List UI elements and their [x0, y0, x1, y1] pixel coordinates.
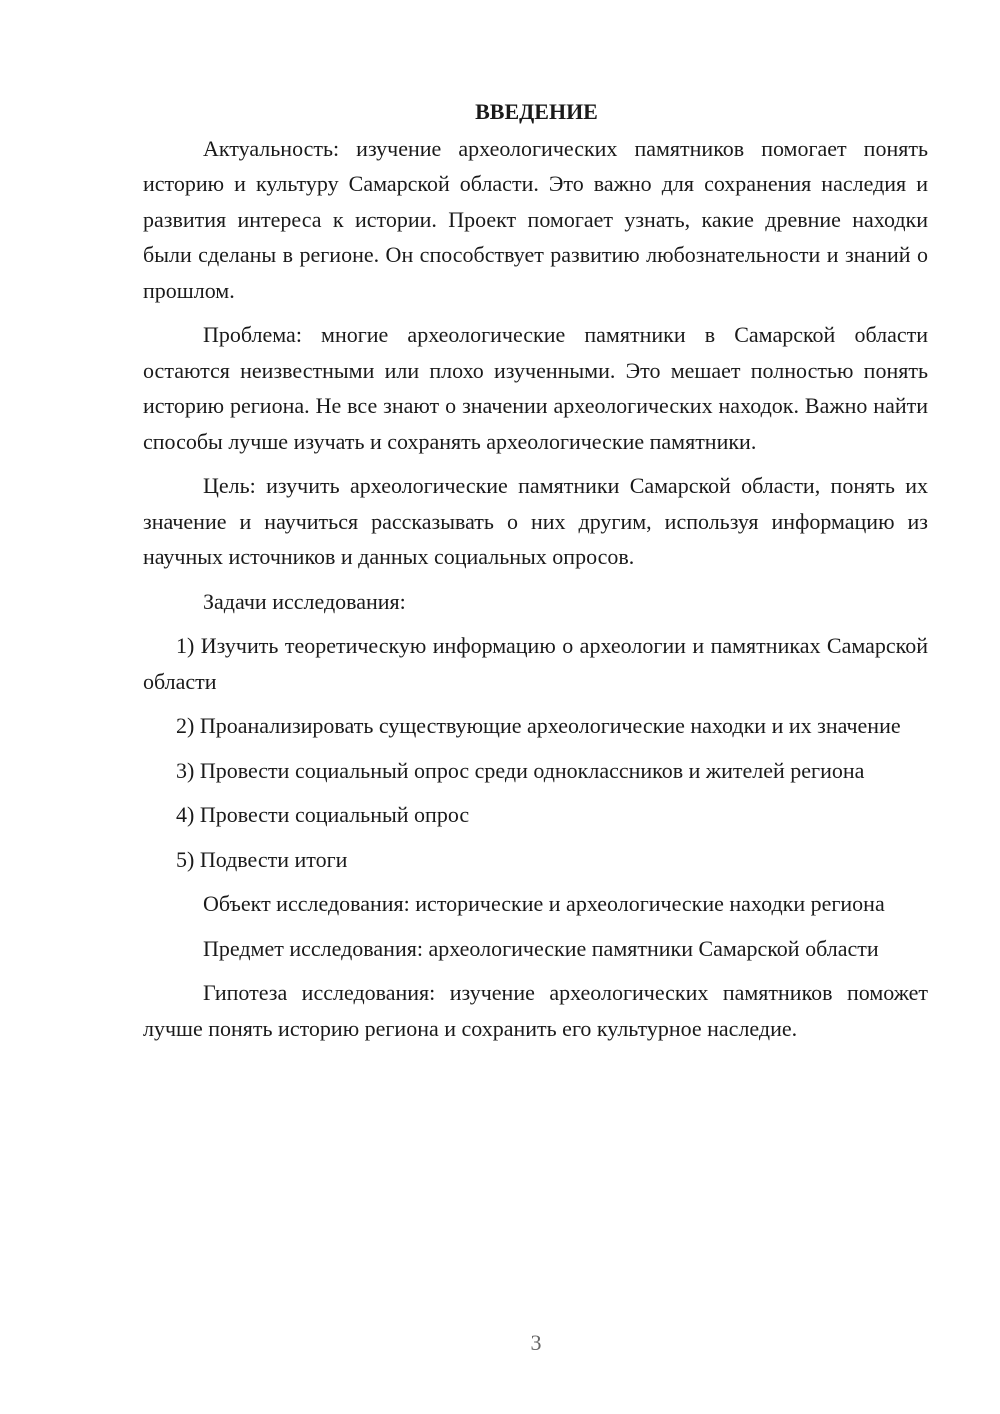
relevance-paragraph: Актуальность: изучение археологических памятников помогает понять историю и культуру Самарской области. Это важно для сохранения наследия и развития интереса к истории. Проект помогает узнать, какие древние находки были сделаны в регионе. Он способствует развитию любознательности и знаний о прошлом.: [143, 135, 928, 303]
page-number: 3: [530, 1330, 542, 1355]
task-item-4: 4) Провести социальный опрос: [176, 802, 470, 827]
task-item-5: 5) Подвести итоги: [176, 846, 348, 872]
task-item-2: 2) Проанализировать существующие археологические находки и их значение: [176, 713, 901, 738]
problem-paragraph: Проблема: многие археологические памятники в Самарской области остаются неизвестными или плохо изученными. Это мешает полностью понять историю региона. Не все знают о значении археологических находок. Важно найти способы лучше изучать и сохранять археологические памятники.: [143, 322, 928, 454]
goal-paragraph: Цель: изучить археологические памятники Самарской области, понять их значение и научиться рассказывать о них другим, используя информацию из научных источников и данных социальных опросов.: [143, 473, 928, 569]
section-title: ВВЕДЕНИЕ: [475, 99, 598, 124]
document-page: [143, 94, 928, 1055]
tasks-heading: Задачи исследования:: [203, 588, 406, 614]
object-paragraph: Объект исследования: исторические и археологические находки региона: [203, 891, 885, 916]
subject-paragraph: Предмет исследования: археологические памятники Самарской области: [203, 935, 879, 961]
task-item-3: 3) Провести социальный опрос среди одноклассников и жителей региона: [176, 757, 865, 783]
task-item-1: 1) Изучить теоретическую информацию о археологии и памятниках Самарской области: [143, 633, 928, 694]
hypothesis-paragraph: Гипотеза исследования: изучение археологических памятников поможет лучше понять историю региона и сохранить его культурное наследие.: [143, 980, 928, 1041]
